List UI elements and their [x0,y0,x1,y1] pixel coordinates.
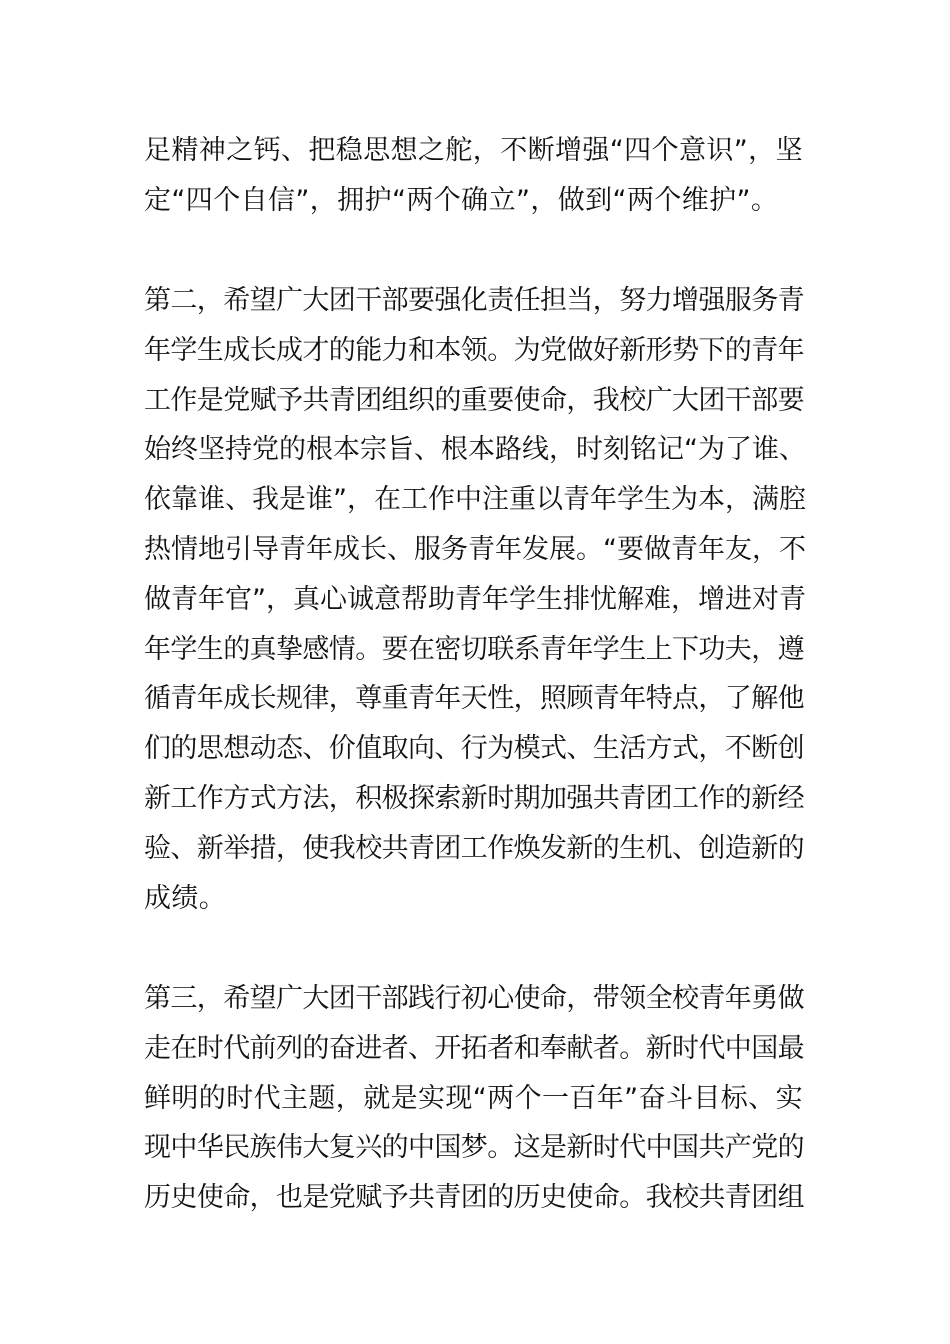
text-line: 做青年官”，真心诚意帮助青年学生排忧解难，增进对青 [144,583,806,615]
paragraph-3 [144,974,808,1223]
text-line: 依靠谁、我是谁”，在工作中注重以青年学生为本，满腔 [144,484,806,516]
text-line: 工作是党赋予共青团组织的重要使命，我校广大团干部要 [144,384,804,416]
paragraph-1 [144,126,808,226]
text-line: 们的思想动态、价值取向、行为模式、生活方式，不断创 [144,733,804,765]
paragraph-2 [144,276,808,923]
text-line: 第二，希望广大团干部要强化责任担当，努力增强服务青 [144,285,804,316]
text-line: 现中华民族伟大复兴的中国梦。这是新时代中国共产党的 [144,1132,804,1164]
text-line: 始终坚持党的根本宗旨、根本路线，时刻铭记“为了谁、 [144,434,806,466]
text-line: 年学生的真挚感情。要在密切联系青年学生上下功夫，遵 [144,633,804,665]
text-line: 历史使命，也是党赋予共青团的历史使命。我校共青团组 [144,1182,804,1214]
text-line: 鲜明的时代主题，就是实现“两个一百年”奋斗目标、实 [144,1082,803,1114]
text-line: 定“四个自信”，拥护“两个确立”，做到“两个维护”。 [144,184,779,216]
text-line: 足精神之钙、把稳思想之舵，不断增强“四个意识”，坚 [144,135,803,166]
text-line: 循青年成长规律，尊重青年天性，照顾青年特点，了解他 [144,683,804,715]
text-line: 成绩。 [144,882,227,914]
text-line: 第三，希望广大团干部践行初心使命，带领全校青年勇做 [144,983,804,1014]
text-line: 验、新举措，使我校共青团工作焕发新的生机、创造新的 [144,832,804,864]
text-line: 热情地引导青年成长、服务青年发展。“要做青年友，不 [144,533,806,565]
text-line: 新工作方式方法，积极探索新时期加强共青团工作的新经 [144,782,804,814]
text-line: 年学生成长成才的能力和本领。为党做好新形势下的青年 [144,334,804,366]
text-line: 走在时代前列的奋进者、开拓者和奉献者。新时代中国最 [144,1032,804,1064]
